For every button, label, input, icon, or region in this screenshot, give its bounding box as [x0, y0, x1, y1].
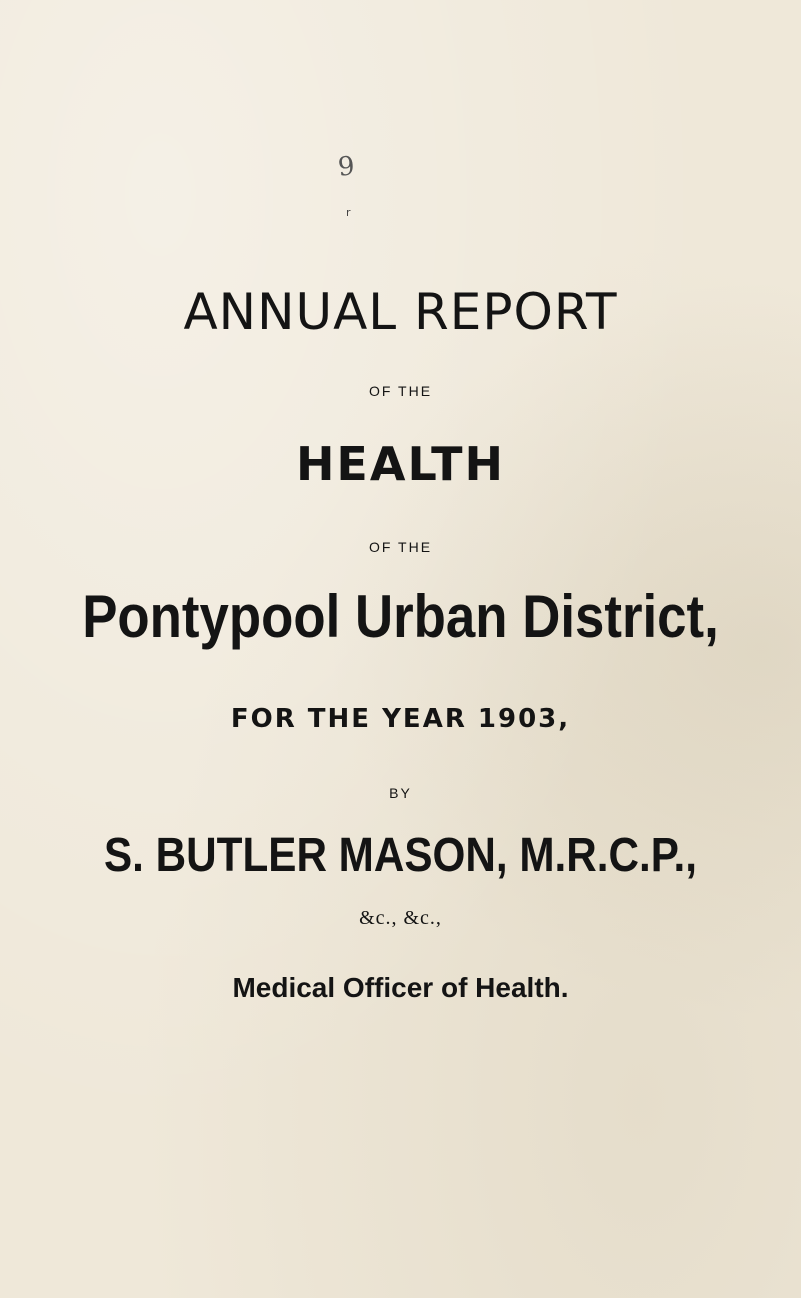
report-year: FOR THE YEAR 1903, — [230, 704, 571, 734]
handwritten-mark: 9 — [336, 151, 356, 183]
author-name: S. BUTLER MASON, M.R.C.P., — [104, 829, 697, 882]
author-role: Medical Officer of Health. — [232, 972, 569, 1003]
district-name: Pontypool Urban District, — [82, 583, 719, 650]
stray-mark: r — [346, 206, 351, 219]
of-the-label-2: OF THE — [368, 539, 433, 555]
of-the-label-1: OF THE — [368, 383, 433, 399]
author-credentials: &c., &c., — [359, 907, 442, 929]
by-label: BY — [389, 785, 412, 801]
report-subject: HEALTH — [295, 437, 506, 491]
report-title: ANNUAL REPORT — [183, 283, 618, 341]
